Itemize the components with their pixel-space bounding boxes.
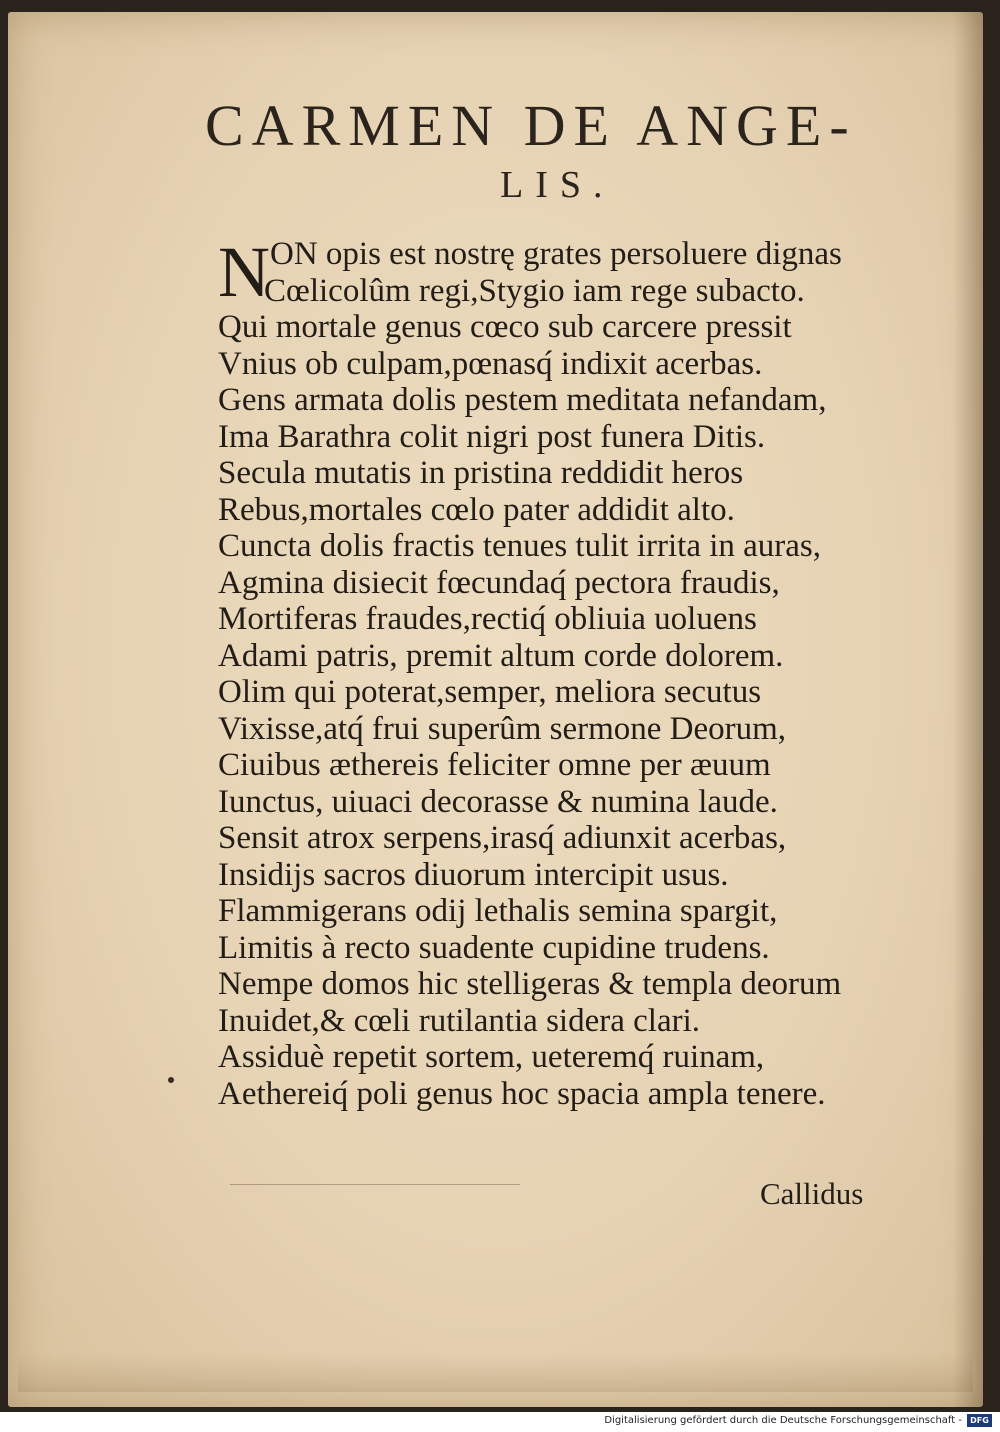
verse-line: Assiduè repetit sortem, ueteremq́ ruinam, xyxy=(218,1039,765,1075)
catchword: Callidus xyxy=(760,1176,864,1211)
page-bottom-shadow xyxy=(18,1352,973,1392)
verse-line: Vixisse,atq́ frui superûm sermone Deorum, xyxy=(218,710,787,747)
page-title xyxy=(205,95,905,207)
verse-line: Insidijs sacros diuorum intercipit usus. xyxy=(218,856,729,893)
verse-line: Ciuibus æthereis feliciter omne per æuum xyxy=(218,747,771,783)
verse-line: Cuncta dolis fractis tenues tulit irrita in auras, xyxy=(218,528,822,564)
verse-line: Ima Barathra colit nigri post funera Ditis. xyxy=(218,418,766,455)
verse-line: Rebus,mortales cœlo pater addidit alto. xyxy=(218,491,735,528)
title-line-1: CARMEN DE ANGE- xyxy=(205,93,857,158)
verse-line: Aethereiq́ poli genus hoc spacia ampla tenere. xyxy=(218,1075,826,1112)
verse-line: Agmina disiecit fœcundaq́ pectora fraudis, xyxy=(218,564,780,601)
verse-line: Sensit atrox serpens,irasq́ adiunxit acerbas, xyxy=(218,820,787,856)
verse-line: Flammigerans odij lethalis semina spargit, xyxy=(218,893,778,929)
verse-line: Qui mortale genus cœco sub carcere pressit xyxy=(218,309,792,345)
page-edge-shadow xyxy=(953,12,983,1407)
verse-text: ON opis est nostrę grates persoluere dignas xyxy=(270,236,842,272)
poem-body xyxy=(218,232,918,1112)
verse-line: Cœlicolûm regi,Stygio iam rege subacto. xyxy=(264,272,805,309)
verse-line: Olim qui poterat,semper, meliora secutus xyxy=(218,674,762,710)
verse-line: Inuidet,& cœli rutilantia sidera clari. xyxy=(218,1002,700,1039)
verse-line: Limitis à recto suadente cupidine trudens. xyxy=(218,929,770,966)
verse-line: Mortiferas fraudes,rectiq́ obliuia uoluens xyxy=(218,601,757,637)
verse-line: Secula mutatis in pristina reddidit heros xyxy=(218,455,744,491)
margin-mark xyxy=(168,1077,174,1083)
verse-line: Nempe domos hic stelligeras & templa deorum xyxy=(218,966,842,1002)
verse-line: Gens armata dolis pestem meditata nefandam, xyxy=(218,382,827,418)
dfg-logo-icon: DFG xyxy=(967,1414,992,1427)
title-line-2: LIS. xyxy=(500,164,615,206)
drop-cap: N xyxy=(218,232,270,312)
verse-line: Vnius ob culpam,pœnasq́ indixit acerbas. xyxy=(218,345,763,382)
bottom-rule xyxy=(230,1184,520,1185)
verse-line: Iunctus, uiuaci decorasse & numina laude. xyxy=(218,783,778,820)
digitization-credit: Digitalisierung gefördert durch die Deutsche Forschungsgemeinschaft - xyxy=(604,1415,962,1426)
verse-line: Adami patris, premit altum corde dolorem. xyxy=(218,637,784,674)
